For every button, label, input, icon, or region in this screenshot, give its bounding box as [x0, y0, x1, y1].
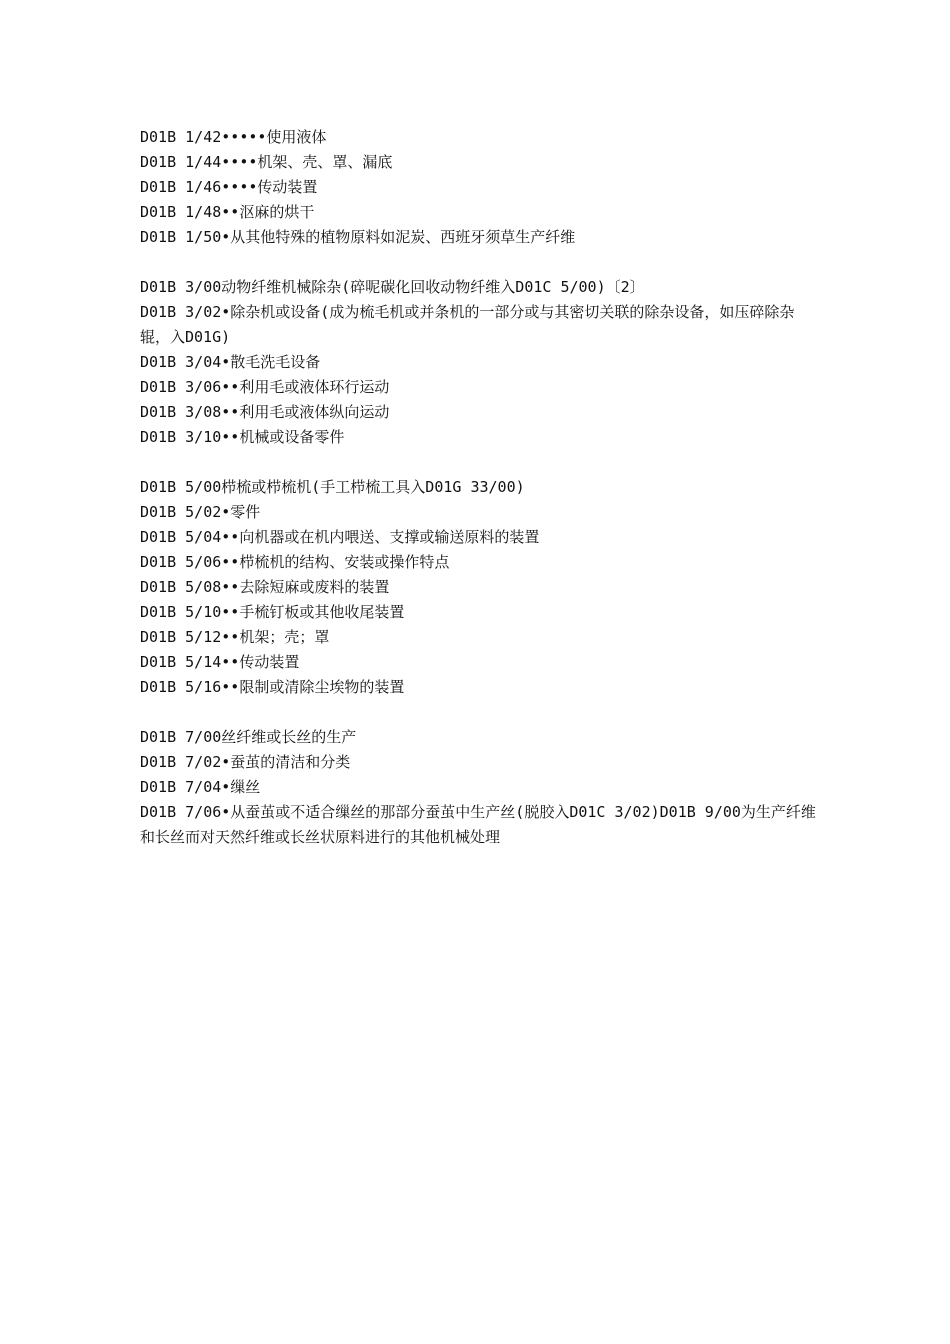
- entry-d01b-5-04: D01B 5/04••向机器或在机内喂送、支撑或输送原料的装置: [140, 528, 540, 546]
- entry-d01b-5-10: D01B 5/10••手梳钉板或其他收尾装置: [140, 603, 405, 621]
- entry-d01b-7-00: D01B 7/00丝纤维或长丝的生产: [140, 728, 357, 746]
- entry-d01b-3-08: D01B 3/08••利用毛或液体纵向运动: [140, 403, 390, 421]
- document-page: [140, 125, 820, 875]
- entry-d01b-1-46: D01B 1/46••••传动装置: [140, 178, 318, 196]
- entry-d01b-5-12: D01B 5/12••机架；壳；罩: [140, 628, 330, 646]
- section-d01b-1: [140, 125, 820, 250]
- entry-d01b-3-02: D01B 3/02•除杂机或设备(成为梳毛机或并条机的一部分或与其密切关联的除杂设备，如压碎除杂辊，入D01G): [140, 303, 795, 346]
- entry-d01b-3-04: D01B 3/04•散毛洗毛设备: [140, 353, 321, 371]
- entry-d01b-5-00: D01B 5/00栉梳或栉梳机(手工栉梳工具入D01G 33/00): [140, 478, 525, 496]
- entry-d01b-3-00: D01B 3/00动物纤维机械除杂(碎呢碳化回收动物纤维入D01C 5/00)〔2〕: [140, 278, 645, 296]
- entry-d01b-3-10: D01B 3/10••机械或设备零件: [140, 428, 345, 446]
- section-d01b-5: [140, 475, 820, 700]
- entry-d01b-3-06: D01B 3/06••利用毛或液体环行运动: [140, 378, 390, 396]
- entry-d01b-1-50: D01B 1/50•从其他特殊的植物原料如泥炭、西班牙须草生产纤维: [140, 228, 576, 246]
- section-d01b-7: [140, 725, 820, 850]
- entry-d01b-5-14: D01B 5/14••传动装置: [140, 653, 300, 671]
- entry-d01b-1-42: D01B 1/42•••••使用液体: [140, 128, 327, 146]
- section-d01b-3: [140, 275, 820, 450]
- entry-d01b-5-06: D01B 5/06••栉梳机的结构、安装或操作特点: [140, 553, 450, 571]
- entry-d01b-5-02: D01B 5/02•零件: [140, 503, 261, 521]
- entry-d01b-7-02: D01B 7/02•蚕茧的清洁和分类: [140, 753, 351, 771]
- entry-d01b-5-16: D01B 5/16••限制或清除尘埃物的装置: [140, 678, 405, 696]
- entry-d01b-7-04: D01B 7/04•缫丝: [140, 778, 261, 796]
- entry-d01b-1-44: D01B 1/44••••机架、壳、罩、漏底: [140, 153, 393, 171]
- entry-d01b-5-08: D01B 5/08••去除短麻或废料的装置: [140, 578, 390, 596]
- entry-d01b-1-48: D01B 1/48••沤麻的烘干: [140, 203, 315, 221]
- entry-d01b-7-06: D01B 7/06•从蚕茧或不适合缫丝的那部分蚕茧中生产丝(脱胶入D01C 3/02)D01B 9/00为生产纤维和长丝而对天然纤维或长丝状原料进行的其他机械处理: [140, 803, 816, 846]
